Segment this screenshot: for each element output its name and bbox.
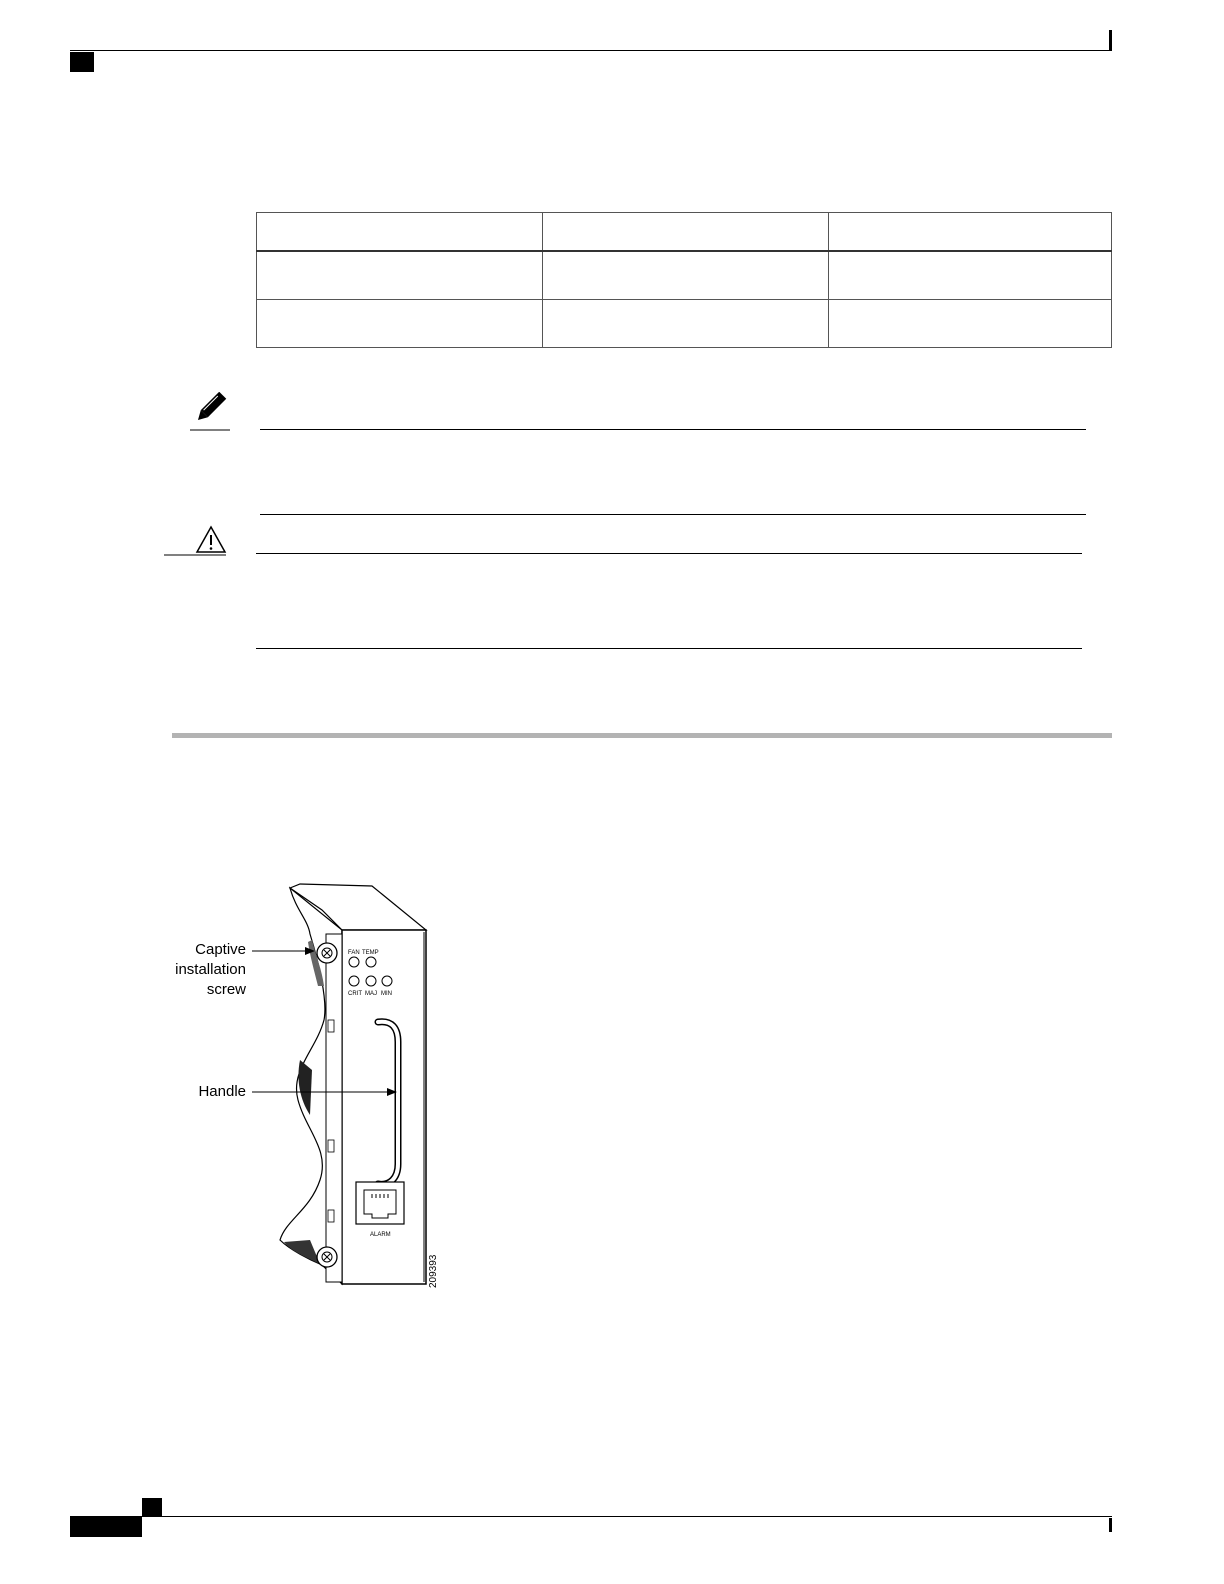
caution-bottom-rule bbox=[256, 648, 1082, 649]
alarm-port-label: ALARM bbox=[370, 1232, 391, 1238]
table-header-cell bbox=[257, 213, 543, 252]
footer-rule bbox=[70, 1516, 1112, 1517]
note-bottom-rule bbox=[260, 514, 1086, 515]
footer-page-block bbox=[70, 1517, 142, 1537]
figure-id: 209393 bbox=[428, 1254, 439, 1288]
footer-tick bbox=[1109, 1518, 1112, 1532]
callout-handle: Handle bbox=[198, 1083, 246, 1100]
caution-warning-icon bbox=[164, 524, 228, 558]
table-cell bbox=[829, 300, 1112, 348]
table-cell bbox=[829, 251, 1112, 300]
table-cell bbox=[257, 251, 543, 300]
table-cell bbox=[543, 300, 829, 348]
table-row bbox=[257, 251, 1112, 300]
table-cell bbox=[543, 251, 829, 300]
led-label-fan: FAN bbox=[348, 950, 360, 956]
note-pencil-icon bbox=[188, 392, 232, 432]
alarm-module-figure bbox=[160, 870, 460, 1300]
module-illustration bbox=[160, 870, 460, 1300]
header-page-block bbox=[70, 52, 94, 72]
led-label-min: MIN bbox=[381, 991, 392, 997]
header-tick bbox=[1109, 30, 1112, 50]
callout-captive-screw: Captive installation screw bbox=[175, 941, 246, 998]
table-header-cell bbox=[543, 213, 829, 252]
table-row bbox=[257, 300, 1112, 348]
section-divider bbox=[172, 733, 1112, 738]
led-label-crit: CRIT bbox=[348, 991, 362, 997]
header-rule bbox=[70, 50, 1112, 51]
led-label-temp: TEMP bbox=[362, 950, 379, 956]
table-header-row bbox=[257, 213, 1112, 252]
caution-top-rule bbox=[256, 553, 1082, 554]
spec-table bbox=[256, 212, 1112, 348]
table-cell bbox=[257, 300, 543, 348]
led-label-maj: MAJ bbox=[365, 991, 377, 997]
note-top-rule bbox=[260, 429, 1086, 430]
table-header-cell bbox=[829, 213, 1112, 252]
footer-small-block bbox=[142, 1498, 162, 1516]
